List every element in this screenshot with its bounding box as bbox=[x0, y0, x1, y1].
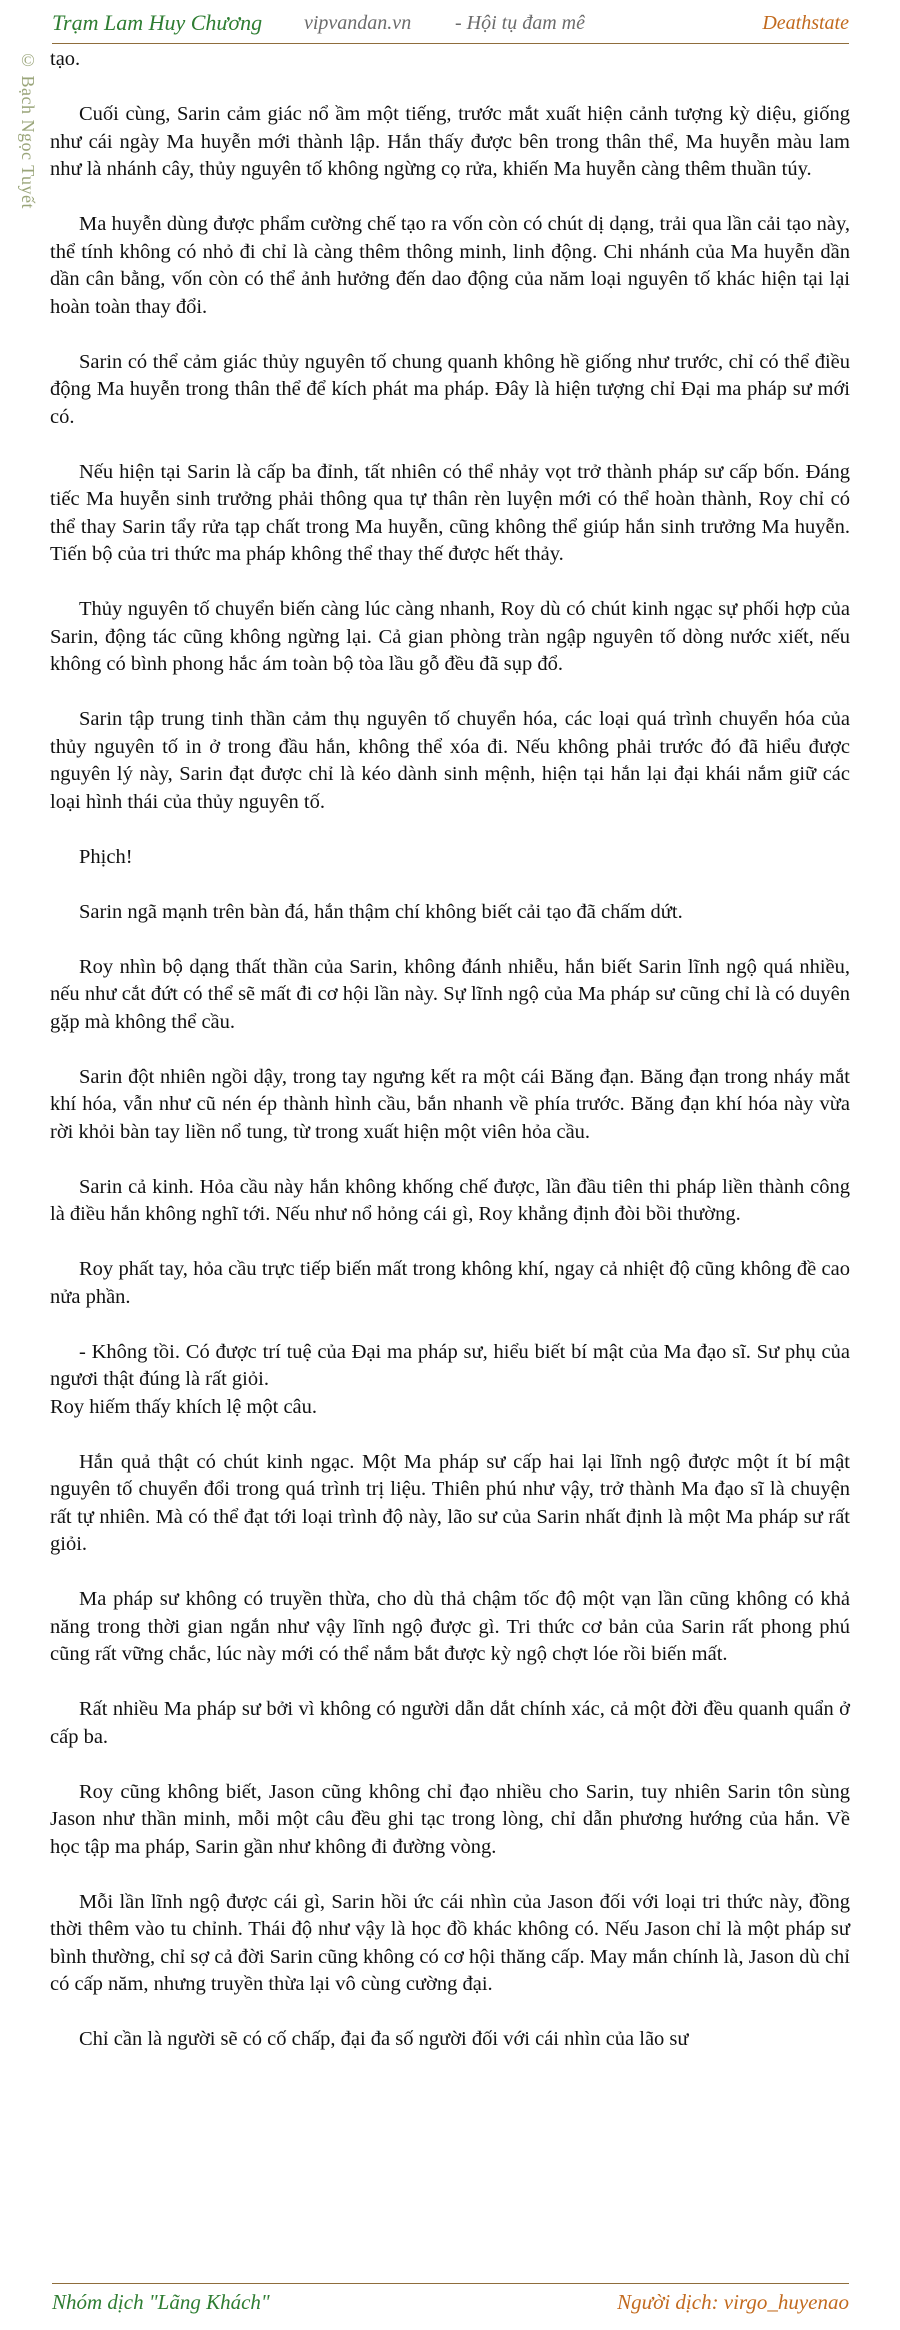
translation-group: Nhóm dịch "Lãng Khách" bbox=[52, 2290, 270, 2314]
copyright-watermark: © Bạch Ngọc Tuyết bbox=[18, 50, 38, 209]
paragraph: Ma huyễn dùng được phẩm cường chế tạo ra vốn còn có chút dị dạng, trải qua lần cải tạo này, thể tính không có nhỏ đi chỉ là càng thêm thông minh, linh động. Chi nhánh của Ma huyễn dần dần cân bằng, vốn còn có thể ảnh hưởng đến dao động của năm loại nguyên tố khác hiện tại lại hoàn toàn thay đổi. bbox=[50, 213, 850, 318]
site-url: vipvandan.vn bbox=[304, 12, 412, 34]
paragraph: Chỉ cần là người sẽ có cố chấp, đại đa số người đối với cái nhìn của lão sư bbox=[79, 2028, 689, 2050]
paragraph: Sarin có thể cảm giác thủy nguyên tố chung quanh không hề giống như trước, chỉ có thể điều động Ma huyễn trong thân thể để kích phát ma pháp. Đây là hiện tượng chỉ Đại ma pháp sư mới có. bbox=[50, 350, 850, 428]
paragraph: Mỗi lần lĩnh ngộ được cái gì, Sarin hồi ức cái nhìn của Jason đối với loại tri thức này, đồng thời thêm vào tu chỉnh. Thái độ như vậy là học đồ khác không có. Nếu Jason chỉ là một pháp sư bình thường, chỉ sợ cả đời Sarin cũng không có cơ hội thăng cấp. May mắn chính là, Jason dù chỉ có cấp năm, nhưng truyền thừa lại vô cùng cường đại. bbox=[50, 1890, 850, 1995]
dialogue-line: - Không tồi. Có được trí tuệ của Đại ma pháp sư, hiểu biết bí mật của Ma đạo sĩ. Sư phụ của ngươi thật đúng là rất giỏi. bbox=[50, 1340, 850, 1390]
paragraph: Ma pháp sư không có truyền thừa, cho dù thả chậm tốc độ một vạn lần cũng không có khả năng trong thời gian ngắn như vậy lĩnh ngộ được gì. Tri thức cơ bản của Sarin rất phong phú cũng rất vững chắc, lúc này mới có thể nắm bắt được kỳ ngộ chợt lóe rồi biến mất. bbox=[50, 1588, 850, 1665]
paragraph: Sarin cả kinh. Hỏa cầu này hắn không khống chế được, lần đầu tiên thi pháp liền thành công là điều hắn không nghĩ tới. Nếu như nổ hỏng cái gì, Roy khẳng định đòi bồi thường. bbox=[50, 1175, 850, 1225]
paragraph: Hắn quả thật có chút kinh ngạc. Một Ma pháp sư cấp hai lại lĩnh ngộ được một ít bí mật nguyên tố chuyển đổi trong quá trình trị liệu. Thiên phú như vậy, trở thành Ma đạo sĩ là chuyện rất tự nhiên. Mà có thể đạt tới loại trình độ này, lão sư của Sarin nhất định là một Ma pháp sư rất giỏi. bbox=[50, 1450, 850, 1555]
paragraph: Roy phất tay, hỏa cầu trực tiếp biến mất trong không khí, ngay cả nhiệt độ cũng không đề cao nửa phần. bbox=[50, 1258, 850, 1308]
site-tagline: - Hội tụ đam mê bbox=[455, 12, 585, 34]
header-divider bbox=[52, 43, 849, 44]
chapter-body bbox=[50, 46, 850, 2081]
paragraph: Sarin ngã mạnh trên bàn đá, hắn thậm chí không biết cải tạo đã chấm dứt. bbox=[79, 900, 683, 923]
translator-credit: Người dịch: virgo_huyenao bbox=[617, 2290, 849, 2314]
paragraph: Sarin tập trung tinh thần cảm thụ nguyên tố chuyển hóa, các loại quá trình chuyển hóa của thủy nguyên tố in ở trong đầu hắn, không thể xóa đi. Nếu không phải trước đó đã hiểu được nguyên lý này, Sarin đạt được chỉ là kéo dành sinh mệnh, hiện tại hắn lại đại khái nắm giữ các loại hình thái của thủy nguyên tố. bbox=[50, 708, 850, 813]
footer-divider bbox=[52, 2283, 849, 2284]
site-title: Trạm Lam Huy Chương bbox=[52, 10, 263, 35]
page-footer bbox=[52, 2290, 849, 2320]
paragraph: Nếu hiện tại Sarin là cấp ba đỉnh, tất nhiên có thể nhảy vọt trở thành pháp sư cấp bốn. Đáng tiếc Ma huyễn sinh trưởng phải thông qua tự thân rèn luyện mới có thể hoàn thành, Roy chỉ có thể thay Sarin tẩy rửa tạp chất trong Ma huyễn, cũng không thể giúp hắn sinh trưởng Ma huyễn. Tiến bộ của tri thức ma pháp không thể thay thế được hết thảy. bbox=[50, 460, 850, 565]
author-name: Deathstate bbox=[762, 12, 849, 34]
paragraph: Sarin đột nhiên ngồi dậy, trong tay ngưng kết ra một cái Băng đạn. Băng đạn trong nháy mắt khí hóa, vẫn như cũ nén ép thành hình cầu, bắn nhanh về phía trước. Băng đạn khí hóa này vừa rời khỏi bàn tay liền nổ tung, từ trong xuất hiện một viên hỏa cầu. bbox=[50, 1065, 850, 1143]
paragraph: Roy hiếm thấy khích lệ một câu. bbox=[50, 1395, 318, 1418]
paragraph: Roy nhìn bộ dạng thất thần của Sarin, không đánh nhiễu, hắn biết Sarin lĩnh ngộ quá nhiều, nếu như cắt đứt có thể sẽ mất đi cơ hội lần này. Sự lĩnh ngộ của Ma pháp sư cũng chỉ là có duyên gặp mà không thể cầu. bbox=[50, 955, 850, 1033]
paragraph: Thủy nguyên tố chuyển biến càng lúc càng nhanh, Roy dù có chút kinh ngạc sự phối hợp của Sarin, động tác cũng không ngừng lại. Cả gian phòng tràn ngập nguyên tố dòng nước xiết, nếu không có bình phong hắc ám toàn bộ tòa lầu gỗ đều đã sụp đổ. bbox=[50, 598, 850, 675]
paragraph: Roy cũng không biết, Jason cũng không chỉ đạo nhiều cho Sarin, tuy nhiên Sarin tôn sùng Jason như thần minh, mỗi một câu đều ghi tạc trong lòng, chỉ dẫn phương hướng của hắn. Về học tập ma pháp, Sarin gần như không đi đường vòng. bbox=[50, 1780, 850, 1858]
page-header bbox=[52, 8, 849, 38]
paragraph: Cuối cùng, Sarin cảm giác nổ ầm một tiếng, trước mắt xuất hiện cảnh tượng kỳ diệu, giống như cái ngày Ma huyễn mới thành lập. Hắn thấy được bên trong thân thể, Ma huyễn màu lam như là nhánh cây, thủy nguyên tố không ngừng cọ rửa, khiến Ma huyễn càng thêm thuần túy. bbox=[50, 103, 850, 180]
paragraph: tạo. bbox=[50, 48, 81, 70]
paragraph: Phịch! bbox=[79, 845, 133, 868]
paragraph: Rất nhiều Ma pháp sư bởi vì không có người dẫn dắt chính xác, cả một đời đều quanh quẩn ở cấp ba. bbox=[50, 1698, 850, 1748]
